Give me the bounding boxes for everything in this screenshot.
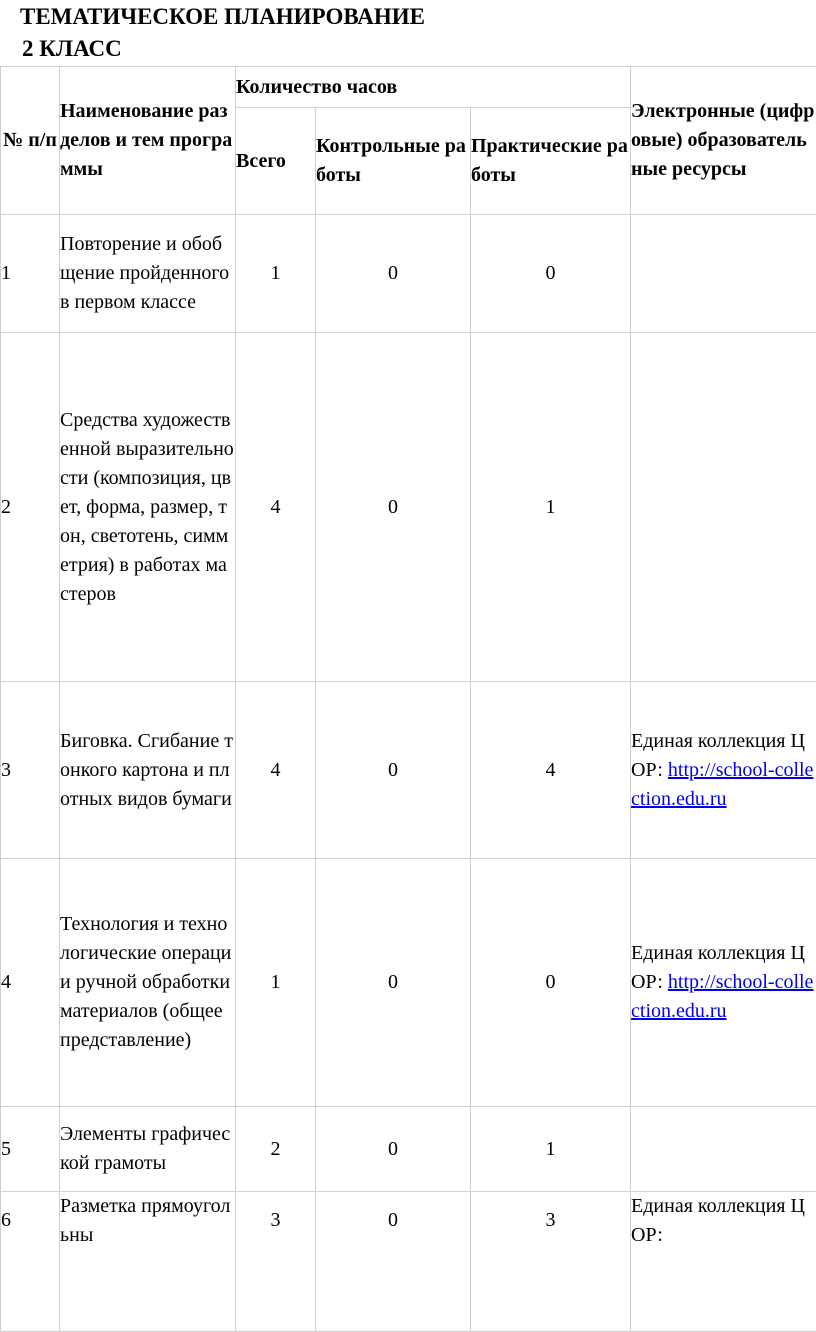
row-total: 3 <box>236 1192 316 1332</box>
row-practical: 0 <box>471 859 631 1107</box>
row-number: 4 <box>1 859 60 1107</box>
table-row <box>1 215 816 333</box>
row-practical: 1 <box>471 1107 631 1192</box>
row-number: 5 <box>1 1107 60 1192</box>
row-name: Повторение и обобщение пройденного в первом классе <box>60 215 236 333</box>
row-total: 1 <box>236 859 316 1107</box>
row-practical: 0 <box>471 215 631 333</box>
header-control: Контрольные работы <box>316 108 471 215</box>
header-row-1 <box>1 67 816 108</box>
row-control: 0 <box>316 682 471 859</box>
row-resources <box>631 1192 816 1332</box>
row-resources <box>631 1107 816 1192</box>
row-name: Элементы графической грамоты <box>60 1107 236 1192</box>
planning-table <box>0 66 816 1332</box>
row-practical: 3 <box>471 1192 631 1332</box>
table-row <box>1 1192 816 1332</box>
row-resources <box>631 215 816 333</box>
row-number: 3 <box>1 682 60 859</box>
table-row <box>1 1107 816 1192</box>
resource-label: Единая коллекция ЦОР: <box>631 942 805 993</box>
row-name: Биговка. Сгибание тонкого картона и плотных видов бумаги <box>60 682 236 859</box>
row-control: 0 <box>316 1192 471 1332</box>
resource-link[interactable]: http://school-collection.edu.ru <box>631 759 813 810</box>
row-name: Средства художественной выразительности (композиция, цвет, форма, размер, тон, светотень, симметрия) в работах мастеров <box>60 333 236 682</box>
table-row <box>1 333 816 682</box>
table-row <box>1 682 816 859</box>
document-title: ТЕМАТИЧЕСКОЕ ПЛАНИРОВАНИЕ <box>20 2 425 32</box>
row-resources <box>631 682 816 859</box>
document-subtitle: 2 КЛАСС <box>22 34 122 64</box>
row-resources <box>631 859 816 1107</box>
row-number: 1 <box>1 215 60 333</box>
row-control: 0 <box>316 1107 471 1192</box>
row-resources <box>631 333 816 682</box>
resource-label: Единая коллекция ЦОР: <box>631 730 805 781</box>
row-practical: 1 <box>471 333 631 682</box>
header-number: № п/п <box>1 67 60 215</box>
row-total: 4 <box>236 333 316 682</box>
row-number: 6 <box>1 1192 60 1332</box>
row-control: 0 <box>316 215 471 333</box>
header-hours: Количество часов <box>236 67 631 108</box>
row-name: Технология и технологические операции ручной обработки материалов (общее представление) <box>60 859 236 1107</box>
row-total: 4 <box>236 682 316 859</box>
row-number: 2 <box>1 333 60 682</box>
header-practical: Практические работы <box>471 108 631 215</box>
row-total: 1 <box>236 215 316 333</box>
row-name: Разметка прямоугольны <box>60 1192 236 1332</box>
row-total: 2 <box>236 1107 316 1192</box>
header-total: Всего <box>236 108 316 215</box>
header-resources: Электронные (цифровые) образовательные ресурсы <box>631 67 816 215</box>
resource-label: Единая коллекция ЦОР: <box>631 1195 805 1246</box>
row-control: 0 <box>316 333 471 682</box>
resource-link[interactable]: http://school-collection.edu.ru <box>631 971 813 1022</box>
row-practical: 4 <box>471 682 631 859</box>
header-name: Наименование разделов и тем программы <box>60 67 236 215</box>
row-control: 0 <box>316 859 471 1107</box>
table-row <box>1 859 816 1107</box>
